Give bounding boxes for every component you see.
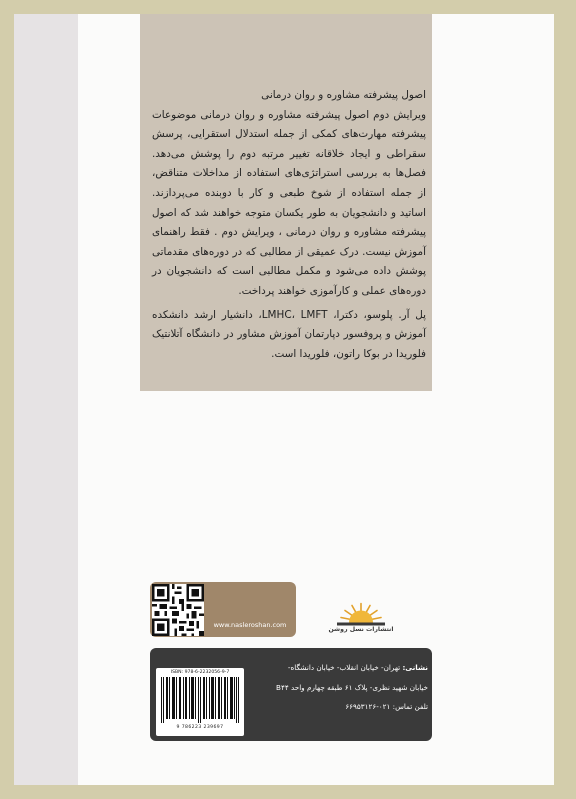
phone-number: تلفن تماس: ۰۲۱-۶۶۹۵۳۱۲۶ (345, 702, 428, 711)
address-line-2: خیابان شهید نظری- پلاک ۶۱ طبقه چهارم واحد B۴۴ (276, 682, 428, 692)
address-line-1: نشانی: تهران- خیابان انقلاب- خیابان دانشگاه- (287, 663, 428, 672)
qr-code-icon (152, 584, 204, 636)
isbn-text: ISBN: 978-6-2232056-9-7 (170, 670, 230, 675)
barcode-icon (160, 677, 240, 723)
barcode-card (156, 668, 244, 736)
book-description: ویرایش دوم اصول پیشرفته مشاوره و روان درمانی موضوعات پیشرفته مهارت‌های کمکی از جمله استدلال استقرایی، پرسش سقراطی و ایجاد خلاقانه تغییر مرتبه دوم را پوشش می‌دهد. فصل‌ها به بررسی استراتژی‌های استفاده از مداخلات متناقض، از جمله استفاده از شوخ طبعی و کار با دوبنده می‌پردازند. اساتید و دانشجویان به طور یکسان متوجه خواهند شد که اصول پیشرفته مشاوره و روان درمانی ، ویرایش دوم . فقط راهنمای آموزش نیست. درک عمیقی از مطالبی که در دوره‌های مقدماتی پوشش داده می‌شود و مکمل مطالبی است که دانشجویان در دوره‌های عملی و کارآموزی خواهند پرداخت. (152, 108, 426, 297)
author-bio: پل آر. پلوسو، دکترا، LMHC، LMFT، دانشیار ارشد دانشکده آموزش و پروفسور دپارتمان آموزش مشاور در دانشگاه آتلانتیک فلوریدا در بوکا راتون، فلوریدا است. (152, 308, 426, 360)
contact-info (250, 658, 428, 717)
address-label: نشانی: (402, 663, 428, 672)
publisher-website: www.nasleroshan.com (213, 621, 287, 629)
book-spine (14, 14, 78, 785)
book-title: اصول پیشرفته مشاوره و روان درمانی (261, 89, 426, 101)
barcode-digits: 9 786223 239697 (176, 725, 224, 730)
description-text (152, 86, 426, 364)
publisher-name: انتشارات نسل روشن (328, 626, 394, 633)
